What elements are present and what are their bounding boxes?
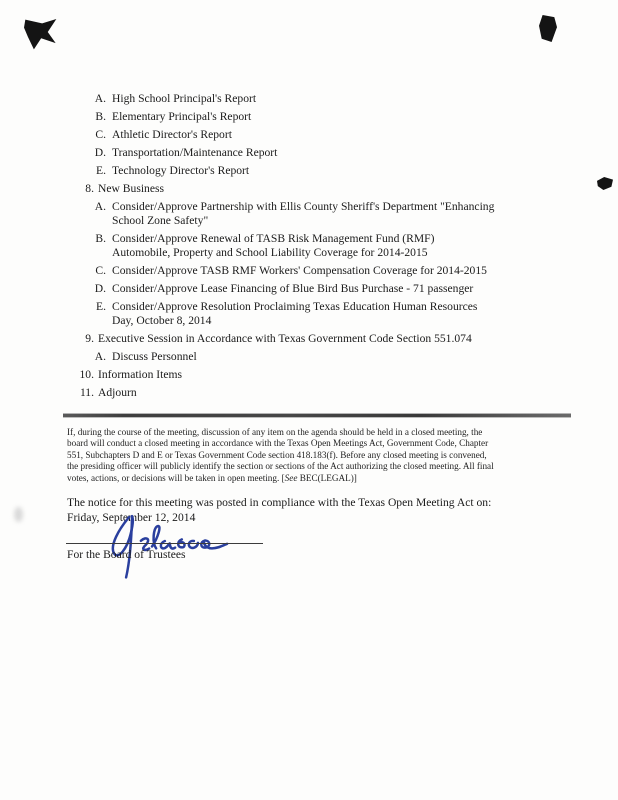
agenda-row <box>62 110 587 124</box>
agenda-row <box>62 332 587 346</box>
signature-line <box>66 543 263 544</box>
disclaimer-line: votes, actions, or decisions will be taken in open meeting. [See BEC(LEGAL)] <box>67 472 357 483</box>
agenda-item-text: Information Items <box>98 368 183 381</box>
agenda-item-label: A. <box>94 350 106 363</box>
posting-date: Friday, September 12, 2014 <box>67 511 196 524</box>
scan-mark-top-right <box>539 15 557 42</box>
agenda-item-text: Elementary Principal's Report <box>112 110 252 123</box>
section-divider-rule <box>63 414 571 417</box>
agenda-item-label: C. <box>95 128 106 141</box>
agenda-item-label: D. <box>94 282 106 295</box>
posting-notice-text: The notice for this meeting was posted in compliance with the Texas Open Meeting Act on: <box>67 496 492 509</box>
scan-mark-top-left <box>24 19 57 50</box>
agenda-item-text: Adjourn <box>98 386 137 399</box>
agenda-item-text: Consider/Approve Resolution Proclaiming Texas Education Human Resources Day, October 8, 2014 <box>112 300 478 327</box>
scan-smudge-left <box>14 507 23 522</box>
closed-meeting-disclaimer <box>67 427 563 484</box>
agenda-row <box>62 300 587 328</box>
scan-mark-right-edge <box>597 177 613 190</box>
agenda-row <box>62 386 587 400</box>
agenda-item-text: Consider/Approve Lease Financing of Blue Bird Bus Purchase - 71 passenger <box>112 282 474 295</box>
agenda-item-label: B. <box>95 232 106 245</box>
disclaimer-line: If, during the course of the meeting, discussion of any item on the agenda should be held in a closed meeting, the <box>67 427 483 437</box>
agenda-item-text: Consider/Approve TASB RMF Workers' Compensation Coverage for 2014-2015 <box>112 264 487 277</box>
agenda-item-text: Consider/Approve Renewal of TASB Risk Management Fund (RMF) Automobile, Property and School Liability Coverage for 2014-2015 <box>112 232 435 259</box>
agenda-row <box>62 164 587 178</box>
agenda-row <box>62 350 587 364</box>
agenda-row <box>62 146 587 160</box>
agenda-item-label: D. <box>94 146 106 159</box>
agenda-item-label: E. <box>96 164 106 177</box>
agenda-row <box>62 92 587 106</box>
agenda-item-text: High School Principal's Report <box>112 92 257 105</box>
agenda-item-label: C. <box>95 264 106 277</box>
see-reference-italic: See <box>284 472 298 483</box>
agenda-row <box>62 182 587 196</box>
disclaimer-line: the presiding officer will publicly identify the section or sections of the Act authorizing the closed meeting. All final <box>67 461 494 472</box>
agenda-row <box>62 200 587 228</box>
agenda-item-label: A. <box>94 200 106 213</box>
agenda-item-label: 9. <box>85 332 94 345</box>
agenda-item-label: 11. <box>79 386 94 399</box>
disclaimer-line: board will conduct a closed meeting in accordance with the Texas Open Meetings Act, Government Code, Chapter <box>67 438 489 449</box>
agenda-row <box>62 264 587 278</box>
agenda-item-label: 10. <box>79 368 94 381</box>
agenda-item-text: Discuss Personnel <box>112 350 197 363</box>
agenda-row <box>62 282 587 296</box>
agenda-item-label: E. <box>96 300 106 313</box>
agenda-list <box>62 92 587 404</box>
agenda-row <box>62 232 587 260</box>
agenda-row <box>62 128 587 142</box>
agenda-item-label: 8. <box>85 182 94 195</box>
agenda-item-label: B. <box>95 110 106 123</box>
agenda-item-text: Consider/Approve Partnership with Ellis County Sheriff's Department "Enhancing School Zone Safety" <box>112 200 495 227</box>
signature-velasco-handwriting <box>85 506 245 583</box>
agenda-item-text: New Business <box>98 182 165 195</box>
agenda-item-text: Transportation/Maintenance Report <box>112 146 278 159</box>
agenda-row <box>62 368 587 382</box>
agenda-item-text: Athletic Director's Report <box>112 128 232 141</box>
agenda-item-label: A. <box>94 92 106 105</box>
agenda-item-text: Executive Session in Accordance with Texas Government Code Section 551.074 <box>98 332 472 345</box>
signature-caption: For the Board of Trustees <box>67 548 186 561</box>
agenda-item-text: Technology Director's Report <box>112 164 250 177</box>
disclaimer-line: 551, Subchapters D and E or Texas Government Code section 418.183(f). Before any closed meeting is convened, <box>67 449 487 460</box>
